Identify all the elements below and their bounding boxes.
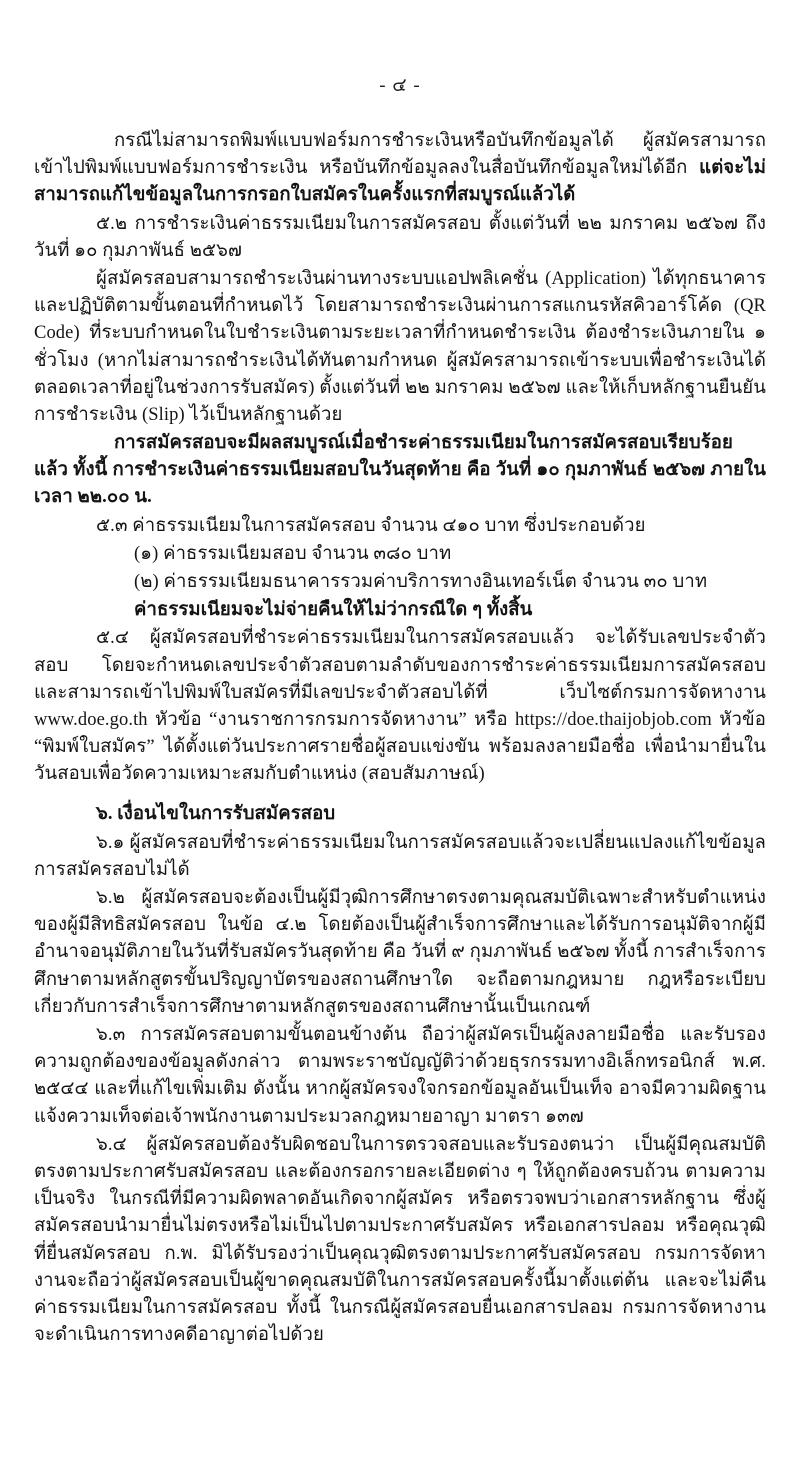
p-6-1-run: ๖.๑ ผู้สมัครสอบที่ชำระค่าธรรมเนียมในการสมัครสอบแล้วจะเปลี่ยนแปลงแก้ไขข้อมูลการสมัครสอบไม่ได้: [34, 832, 766, 880]
p-5-2-run: ๕.๒ การชำระเงินค่าธรรมเนียมในการสมัครสอบ ตั้งแต่วันที่ ๒๒ มกราคม ๒๕๖๗ ถึงวันที่ ๑๐ กุมภาพันธ์ ๒๕๖๗: [34, 213, 766, 261]
p-reprint-notice-run: แต่จะไม่สามารถแก้ไขข้อมูลในการกรอกใบสมัครในครั้งแรกที่สมบูรณ์แล้วได้: [34, 158, 766, 206]
p-section-6-heading: [34, 801, 766, 828]
p-fee-nonrefund-run: ค่าธรรมเนียมจะไม่จ่ายคืนให้ไม่ว่ากรณีใด ๆ ทั้งสิ้น: [134, 600, 533, 621]
p-complete-note-run: การสมัครสอบจะมีผลสมบูรณ์เมื่อชำระค่าธรรมเนียมในการสมัครสอบเรียบร้อยแล้ว ทั้งนี้ การชำระเงินค่าธรรมเนียมสอบในวันสุดท้าย คือ วันที่ ๑๐ กุมภาพันธ์ ๒๕๖๗ ภายในเวลา ๒๒.๐๐ น.: [34, 433, 766, 508]
p-fee-nonrefund: [34, 597, 766, 624]
p-5-3: [34, 513, 766, 540]
p-payment-channels-run: ผู้สมัครสอบสามารถชำระเงินผ่านทางระบบแอปพลิเคชั่น (Application) ได้ทุกธนาคาร และปฏิบัติตามขั้นตอนที่กำหนดไว้ โดยสามารถชำระเงินผ่านการสแกนรหัสคิวอาร์โค้ด (QR Code) ที่ระบบกำหนดในใบชำระเงินตามระยะเวลาที่กำหนดชำระเงิน ต้องชำระเงินภายใน ๑ ชั่วโมง (หากไม่สามารถชำระเงินได้ทันตามกำหนด ผู้สมัครสามารถเข้าระบบเพื่อชำระเงินได้ตลอดเวลาที่อยู่ในช่วงการรับสมัคร) ตั้งแต่วันที่ ๒๒ มกราคม ๒๕๖๗ และให้เก็บหลักฐานยืนยันการชำระเงิน (Slip) ไว้เป็นหลักฐานด้วย: [34, 268, 766, 425]
p-5-3-run: ๕.๓ ค่าธรรมเนียมในการสมัครสอบ จำนวน ๔๑๐ บาท ซึ่งประกอบด้วย: [96, 515, 646, 536]
page-number: - ๔ -: [379, 75, 421, 96]
p-fee-2: [34, 569, 766, 596]
document-body: [34, 128, 766, 1349]
p-6-3-run: ๖.๓ การสมัครสอบตามขั้นตอนข้างต้น ถือว่าผู้สมัครเป็นผู้ลงลายมือชื่อ และรับรองความถูกต้องของข้อมูลดังกล่าว ตามพระราชบัญญัติว่าด้วยธุรกรรมทางอิเล็กทรอนิกส์ พ.ศ. ๒๕๔๔ และที่แก้ไขเพิ่มเติม ดังนั้น หากผู้สมัครจงใจกรอกข้อมูลอันเป็นเท็จ อาจมีความผิดฐานแจ้งความเท็จต่อเจ้าพนักงานตามประมวลกฎหมายอาญา มาตรา ๑๓๗: [34, 1025, 766, 1127]
p-fee-1-run: (๑) ค่าธรรมเนียมสอบ จำนวน ๓๘๐ บาท: [134, 543, 452, 564]
p-complete-note: [34, 430, 766, 512]
p-section-6-heading-run: ๖. เงื่อนไขในการรับสมัครสอบ: [96, 803, 336, 824]
p-reprint-notice: [34, 128, 766, 210]
p-6-2: [34, 885, 766, 1021]
p-fee-2-run: (๒) ค่าธรรมเนียมธนาคารรวมค่าบริการทางอินเทอร์เน็ต จำนวน ๓๐ บาท: [134, 572, 708, 592]
p-6-3: [34, 1022, 766, 1131]
p-5-2: [34, 211, 766, 265]
p-5-4-run: ๕.๔ ผู้สมัครสอบที่ชำระค่าธรรมเนียมในการสมัครสอบแล้ว จะได้รับเลขประจำตัวสอบ โดยจะกำหนดเลขประจำตัวสอบตามลำดับของการชำระค่าธรรมเนียมการสมัครสอบ และสามารถเข้าไปพิมพ์ใบสมัครที่มีเลขประจำตัวสอบได้ที่ เว็บไซต์กรมการจัดหางาน www.doe.go.th หัวข้อ “งานราชการกรมการจัดหางาน” หรือ https://doe.thaijobjob.com หัวข้อ “พิมพ์ใบสมัคร” ได้ตั้งแต่วันประกาศรายชื่อผู้สอบแข่งขัน พร้อมลงลายมือชื่อ เพื่อนำมายื่นในวันสอบเพื่อวัดความเหมาะสมกับตำแหน่ง (สอบสัมภาษณ์): [34, 628, 766, 785]
p-reprint-notice-run: กรณีไม่สามารถพิมพ์แบบฟอร์มการชำระเงินหรือบันทึกข้อมูลได้ ผู้สมัครสามารถเข้าไปพิมพ์แบบฟอร์มการชำระเงิน หรือบันทึกข้อมูลลงในสื่อบันทึกข้อมูลใหม่ได้อีก: [34, 131, 766, 179]
p-payment-channels: [34, 266, 766, 429]
p-5-4: [34, 625, 766, 788]
p-6-4-run: ๖.๔ ผู้สมัครสอบต้องรับผิดชอบในการตรวจสอบและรับรองตนว่า เป็นผู้มีคุณสมบัติตรงตามประกาศรับสมัครสอบ และต้องกรอกรายละเอียดต่าง ๆ ให้ถูกต้องครบถ้วน ตามความเป็นจริง ในกรณีที่มีความผิดพลาดอันเกิดจากผู้สมัคร หรือตรวจพบว่าเอกสารหลักฐาน ซึ่งผู้สมัครสอบนำมายื่นไม่ตรงหรือไม่เป็นไปตามประกาศรับสมัคร หรือเอกสารปลอม หรือคุณวุฒิที่ยื่นสมัครสอบ ก.พ. มิได้รับรองว่าเป็นคุณวุฒิตรงตามประกาศรับสมัครสอบ กรมการจัดหางานจะถือว่าผู้สมัครสอบเป็นผู้ขาดคุณสมบัติในการสมัครสอบครั้งนี้มาตั้งแต่ต้น และจะไม่คืนค่าธรรมเนียมในการสมัครสอบ ทั้งนี้ ในกรณีผู้สมัครสอบยื่นเอกสารปลอม กรมการจัดหางานจะดำเนินการทางคดีอาญาต่อไปด้วย: [34, 1134, 766, 1346]
p-6-2-run: ๖.๒ ผู้สมัครสอบจะต้องเป็นผู้มีวุฒิการศึกษาตรงตามคุณสมบัติเฉพาะสำหรับตำแหน่งของผู้มีสิทธิสมัครสอบ ในข้อ ๔.๒ โดยต้องเป็นผู้สำเร็จการศึกษาและได้รับการอนุมัติจากผู้มีอำนาจอนุมัติภายในวันที่รับสมัครวันสุดท้าย คือ วันที่ ๙ กุมภาพันธ์ ๒๕๖๗ ทั้งนี้ การสำเร็จการศึกษาตามหลักสูตรขั้นปริญญาบัตรของสถานศึกษาใด จะถือตามกฎหมาย กฎหรือระเบียบเกี่ยวกับการสำเร็จการศึกษาตามหลักสูตรของสถานศึกษานั้นเป็นเกณฑ์: [34, 888, 766, 1017]
p-6-1: [34, 830, 766, 884]
p-6-4: [34, 1132, 766, 1350]
p-fee-1: [34, 541, 766, 568]
